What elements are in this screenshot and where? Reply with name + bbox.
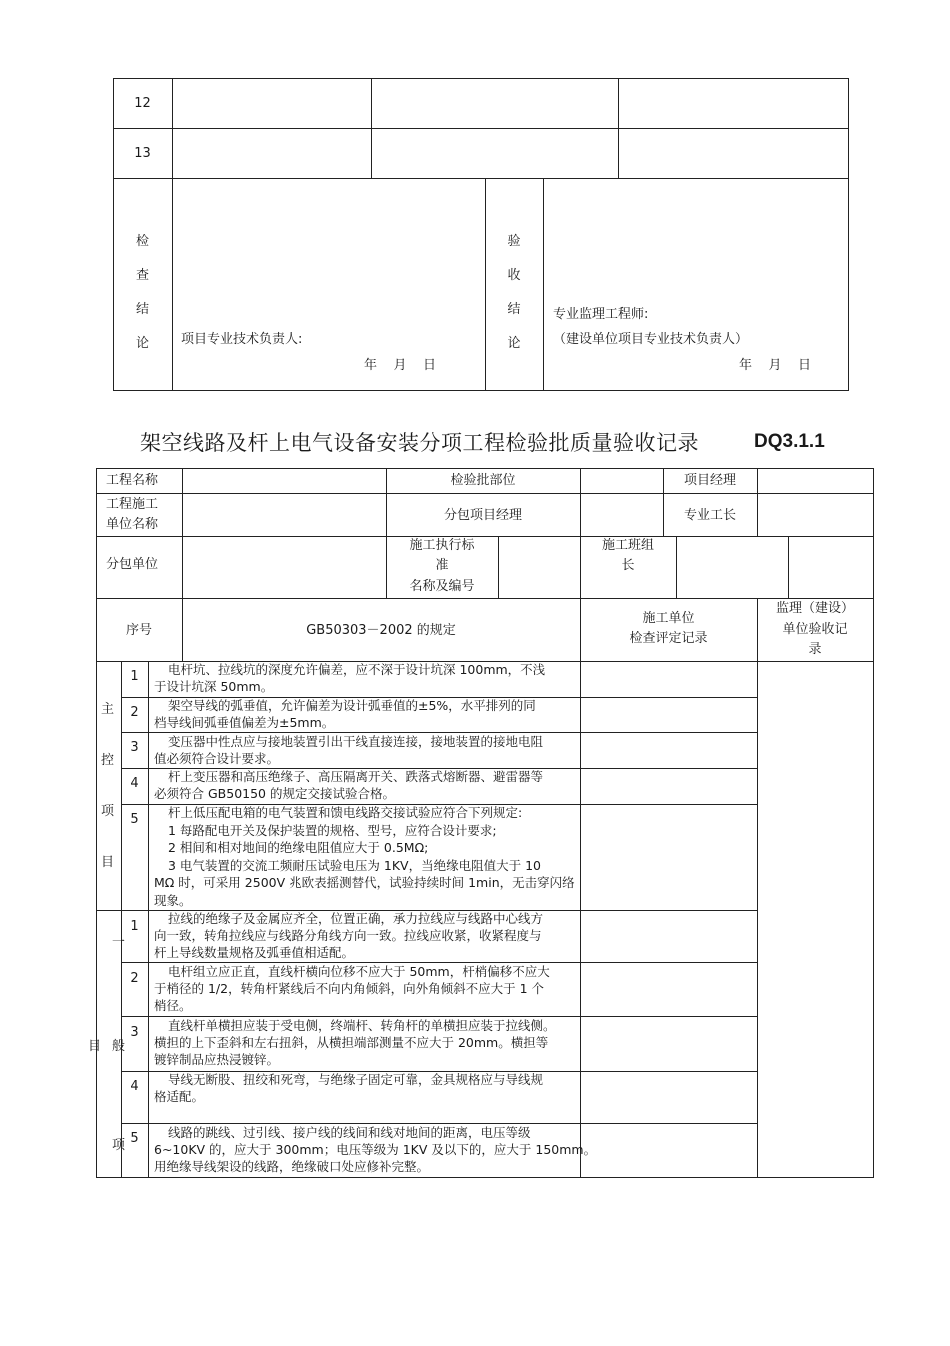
construction-record-header: 施工单位 [642,611,695,626]
sub-unit-label: 分包单位 [106,557,159,572]
main-control-item-4: 杆上变压器和高压绝缘子、高压隔离开关、跌落式熔断器、避雷器等 必须符合 GB50150 的规定交接试验合格。 [154,769,544,801]
main-control-label: 目 [101,855,115,870]
team-leader-label-2: 长 [621,558,635,573]
standard-label: 施工执行标 [409,538,475,553]
supervision-header: 监理（建设） [775,601,854,616]
main-control-item-3: 变压器中性点应与接地装置引出干线直接连接，接地装置的接地电阻 值必须符合设计要求。 [154,734,544,766]
item-number: 5 [130,1131,139,1146]
general-item-1: 拉线的绝缘子及金属应齐全，位置正确，承力拉线应与线路中心线方 向一致，转角拉线应与线路分角线方向一致。拉线应收紧，收紧程度与 杆上导线数量规格及弧垂值相适配。 [154,911,544,960]
acceptance-date: 年 月 日 [739,358,812,373]
spec-header: GB50303－2002 的规定 [306,623,456,638]
construction-record-header-2: 检查评定记录 [629,631,708,646]
check-date: 年 月 日 [364,358,437,373]
main-control-item-1: 电杆坑、拉线坑的深度允许偏差，应不深于设计坑深 100mm，不浅 于设计坑深 50mm。 [154,662,546,694]
main-control-label: 主 [101,702,115,717]
item-number: 5 [130,812,139,827]
general-label: 目 [88,1039,102,1054]
specialist-foreman-label: 专业工长 [683,508,736,523]
batch-location-label: 检验批部位 [450,473,516,488]
item-number: 4 [130,1079,139,1094]
main-control-item-5: 杆上低压配电箱的电气装置和馈电线路交接试验应符合下列规定: 1 每路配电开关及保护装置的规格、型号，应符合设计要求; 2 相间和相对地间的绝缘电阻值应大于 0.5MΩ; 3 电气装置的交流工频耐压试验电压为 1KV，当绝缘电阻值大于 10 MΩ 时，可采用 2500V 兆欧表摇测替代，试验持续时间 1min，无击穿闪络 现象。 [154,805,575,908]
general-item-3: 直线杆单横担应装于受电侧，终端杆、转角杆的单横担应装于拉线侧。 横担的上下歪斜和左右扭斜，从横担端部测量不应大于 20mm。横担等 镀锌制品应热浸镀锌。 [154,1018,556,1067]
document-code: DQ3.1.1 [754,431,825,452]
standard-label-3: 名称及编号 [409,579,475,594]
main-control-label: 控 [101,753,115,768]
item-number: 3 [130,1025,139,1040]
construction-unit-label-2: 单位名称 [106,517,159,532]
team-leader-label: 施工班组 [601,538,654,553]
item-number: 2 [130,971,139,986]
supervision-header-2: 单位验收记 [782,622,848,637]
general-label: 般 [112,1039,126,1054]
item-number: 1 [130,919,139,934]
acceptance-conclusion-label: 验 收 结 论 [507,234,521,351]
general-item-5: 线路的跳线、过引线、接户线的线间和线对地间的距离，电压等级 6~10KV 的，应大于 300mm；电压等级为 1KV 及以下的，应大于 150mm。 用绝缘导线架设的线路，绝缘破口处应修补完整。 [154,1125,597,1174]
sub-project-manager-label: 分包项目经理 [443,508,522,523]
general-label: 项 [112,1138,126,1153]
item-number: 2 [130,705,139,720]
construction-unit-label: 工程施工 [106,497,159,512]
seq-header: 序号 [125,623,152,638]
item-number: 4 [130,776,139,791]
project-tech-lead-signature: 项目专业技术负责人: [181,332,303,347]
owner-tech-lead-note: （建设单位项目专业技术负责人） [553,332,749,347]
supervision-header-3: 录 [808,642,822,657]
general-label: 一 [112,935,126,950]
item-number: 1 [130,669,139,684]
main-control-label: 项 [101,804,115,819]
page-title: 架空线路及杆上电气设备安装分项工程检验批质量验收记录 [140,431,699,455]
project-manager-label: 项目经理 [683,473,736,488]
item-number: 3 [130,740,139,755]
main-control-item-2: 架空导线的弧垂值，允许偏差为设计弧垂值的±5%，水平排列的同 档导线间弧垂值偏差为±5mm。 [154,698,536,730]
general-item-4: 导线无断股、扭绞和死弯，与绝缘子固定可靠，金具规格应与导线规 格适配。 [154,1072,544,1104]
supervision-engineer-signature: 专业监理工程师: [553,307,649,322]
project-name-label: 工程名称 [106,473,159,488]
general-item-2: 电杆组立应正直，直线杆横向位移不应大于 50mm，杆梢偏移不应大 于梢径的 1/2，转角杆紧线后不向内角倾斜，向外角倾斜不应大于 1 个 梢径。 [154,964,550,1013]
row-number: 12 [134,96,151,111]
check-conclusion-label: 检 查 结 论 [135,234,149,351]
row-number: 13 [134,146,151,161]
standard-label-2: 准 [435,558,449,573]
